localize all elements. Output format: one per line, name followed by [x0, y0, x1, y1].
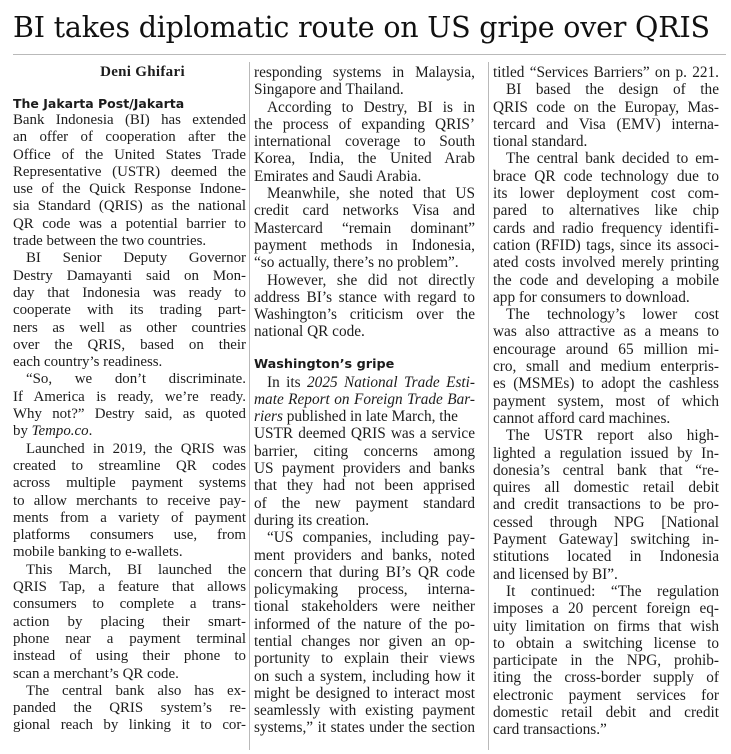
- report-title: 2025 National Trade Esti-: [307, 373, 476, 391]
- body-line: panded the QRIS system’s re-: [13, 700, 246, 717]
- body-line: Destry Damayanti said on Mon-: [13, 267, 246, 284]
- body-line: payment system, most of which: [493, 392, 719, 410]
- body-line: Washington’s criticism over the: [254, 306, 475, 324]
- body-line: QRIS Tap, a feature that allows: [13, 579, 246, 596]
- body-line: However, she did not directly: [267, 271, 475, 289]
- headline: BI takes diplomatic route on US gripe over QRIS: [13, 11, 710, 44]
- body-line: on such a system, including how it: [254, 667, 475, 685]
- body-line: the code and developing a mobile: [493, 271, 719, 289]
- body-line: cro, small and medium enterpris-: [493, 358, 719, 376]
- body-line: Mastercard “remain dominant”: [254, 219, 475, 237]
- article-column-2: [254, 64, 475, 737]
- body-line: cessed through NPG [National: [493, 513, 719, 531]
- body-line: mobile banking to e-wallets.: [13, 544, 183, 561]
- body-line: Launched in 2019, the QRIS was: [26, 440, 246, 457]
- body-line: cooperate with its trading part-: [13, 302, 246, 319]
- body-line: its lower deployment cost com-: [493, 185, 719, 203]
- body-line: ners as well as other countries: [13, 319, 246, 336]
- body-line: Emirates and Saudi Arabia.: [254, 167, 422, 185]
- body-line: during its creation.: [254, 511, 370, 529]
- text-run: published in late March, the: [282, 408, 458, 426]
- body-line: app for consumers to download.: [493, 288, 690, 306]
- body-line: cation (RFID) tags, since its associ-: [493, 236, 719, 254]
- body-line: donesia’s central bank that “re-: [493, 461, 719, 479]
- body-line: domestic retail debit and credit: [493, 703, 719, 721]
- column-divider-2: [488, 62, 489, 750]
- body-line: across multiple payment systems: [13, 475, 246, 492]
- article-column-3: [493, 64, 719, 739]
- body-line: the process of expanding QRIS’: [254, 115, 475, 133]
- body-line: responding systems in Malaysia,: [254, 64, 475, 81]
- body-line: national QR code.: [254, 323, 365, 341]
- body-line: lighted a regulation issued by In-: [493, 444, 719, 462]
- body-line: credit card networks Visa and: [254, 202, 475, 220]
- body-line: It continued: “The regulation: [506, 582, 719, 600]
- body-line: uity limitation on firms that wish: [493, 617, 719, 635]
- body-line: participate in the NPG, prohib-: [493, 652, 719, 670]
- body-line: The technology’s lower cost: [506, 306, 719, 324]
- body-line: to obtain a switching license to: [493, 634, 719, 652]
- body-line: pared to alternatives like chip: [493, 202, 719, 220]
- report-title: mate Report on Foreign Trade Bar-: [254, 390, 475, 408]
- body-line: quires all domestic retail debit: [493, 479, 719, 497]
- body-line: “So, we don’t discriminate.: [26, 371, 246, 388]
- body-line: trade between the two countries.: [13, 233, 207, 250]
- body-line: QRIS code on the Europay, Mas-: [493, 98, 719, 116]
- body-line: platforms consumers use, from: [13, 527, 246, 544]
- headline-rule: [13, 54, 726, 55]
- body-line: instead of using their phone to: [13, 648, 246, 665]
- body-line: and licensed by BI”.: [493, 565, 618, 583]
- body-line: This March, BI launched the: [26, 561, 246, 578]
- body-line: According to Destry, BI is in: [267, 98, 475, 116]
- body-line: BI based the design of the: [506, 81, 719, 99]
- body-line: cannot afford card machines.: [493, 409, 671, 427]
- text-run: .: [88, 423, 93, 440]
- text-run: In its: [267, 373, 308, 391]
- body-line: QR code was a potential barrier to: [13, 215, 246, 232]
- body-line: that they had not been apprised: [254, 477, 475, 495]
- body-line: to allow merchants to receive pay-: [13, 492, 246, 509]
- body-line: “US companies, including pay-: [267, 529, 475, 547]
- byline: Deni Ghifari: [100, 64, 185, 80]
- body-line: policymaking process, interna-: [254, 581, 475, 599]
- body-line: address BI’s stance with regard to: [254, 288, 475, 306]
- body-line: The central bank decided to em-: [506, 150, 719, 168]
- body-line: stitutions located in Indonesia: [493, 548, 719, 566]
- body-line: encourage around 65 million mi-: [493, 340, 719, 358]
- body-line: cards and radio frequency identifi-: [493, 219, 719, 237]
- body-line: iting the cross-border supply of: [493, 669, 719, 687]
- body-line: an offer of cooperation after the: [13, 129, 246, 146]
- body-line: es (MSMEs) to adopt the cashless: [493, 375, 719, 393]
- body-line: [254, 374, 475, 391]
- body-line: ments from a variety of payment: [13, 509, 246, 526]
- body-line: ated costs involved merely printing: [493, 254, 719, 272]
- body-line: card transactions.”: [493, 721, 607, 739]
- body-line: international coverage to South: [254, 133, 475, 151]
- body-line: Why not?” Destry said, as quoted: [13, 406, 246, 423]
- body-line: tercard and Visa (EMV) interna-: [493, 115, 719, 133]
- body-line: electronic payment services for: [493, 686, 719, 704]
- body-line: phone near a payment terminal: [13, 630, 246, 647]
- body-line: [254, 391, 475, 408]
- body-line: Singapore and Thailand.: [254, 81, 404, 99]
- body-line: USTR deemed QRIS was a service: [254, 425, 475, 443]
- body-line: Payment Gateway] switching in-: [493, 531, 719, 549]
- body-line: titled “Services Barriers” on p. 221.: [493, 64, 719, 81]
- body-line: [13, 423, 246, 440]
- body-line: Korea, India, the United Arab: [254, 150, 475, 168]
- body-line: tional stakeholders were neither: [254, 598, 475, 616]
- body-line: each country’s readiness.: [13, 354, 163, 371]
- body-line: over the QRIS, based on their: [13, 336, 246, 353]
- body-line: scan a merchant’s QR code.: [13, 665, 179, 682]
- body-line: seamlessly with existing payment: [254, 702, 475, 720]
- body-line: BI Senior Deputy Governor: [26, 250, 246, 267]
- body-line: brace QR code technology due to: [493, 167, 719, 185]
- body-line: The USTR report also high-: [506, 427, 719, 445]
- body-line: gional reach by linking it to cor-: [13, 717, 246, 734]
- report-title: riers: [254, 408, 283, 426]
- body-line: Office of the United States Trade: [13, 146, 246, 163]
- publication-name: Tempo.co: [31, 423, 89, 440]
- body-line: Representative (USTR) deemed the: [13, 163, 246, 180]
- body-line: barrier, citing concerns among: [254, 442, 475, 460]
- body-line: was also attractive as a means to: [493, 323, 719, 341]
- article-column-1: [13, 64, 246, 735]
- body-line: and credit transactions to be pro-: [493, 496, 719, 514]
- body-line: might be designed to interact most: [254, 684, 475, 702]
- body-line: portunity to explain their views: [254, 650, 475, 668]
- body-line: Meanwhile, she noted that US: [267, 185, 475, 203]
- body-line: tential changes nor given an op-: [254, 633, 475, 650]
- body-line: of the new payment standard: [254, 494, 475, 512]
- body-line: ment providers and banks, noted: [254, 546, 475, 564]
- body-line: The central bank also has ex-: [26, 682, 246, 699]
- body-line: systems,” it states under the section: [254, 719, 475, 737]
- body-line: Bank Indonesia (BI) has extended: [13, 112, 246, 128]
- body-line: day that Indonesia was ready to: [13, 284, 246, 301]
- body-line: “so actually, there’s no problem”.: [254, 254, 459, 272]
- body-line: US payment providers and banks: [254, 460, 475, 478]
- body-line: [254, 408, 475, 425]
- body-line: consumers to complete a trans-: [13, 596, 246, 613]
- body-line: payment methods in Indonesia,: [254, 236, 475, 254]
- column-divider-1: [249, 62, 250, 750]
- body-line: If America is ready, we’re ready.: [13, 388, 246, 405]
- section-subhead: Washington’s gripe: [254, 357, 395, 373]
- body-line: imposes a 20 percent foreign eq-: [493, 600, 719, 618]
- text-run: by: [13, 423, 32, 440]
- dateline: The Jakarta Post/Jakarta: [13, 96, 185, 111]
- body-line: sia Standard (QRIS) as the national: [13, 198, 246, 215]
- body-line: informed of the nature of the po-: [254, 615, 475, 633]
- body-line: created to streamline QR codes: [13, 457, 246, 474]
- body-line: concern that during BI’s QR code: [254, 563, 475, 581]
- body-line: action by placing their smart-: [13, 613, 246, 630]
- body-line: tional standard.: [493, 133, 588, 151]
- body-line: use of the Quick Response Indone-: [13, 181, 246, 198]
